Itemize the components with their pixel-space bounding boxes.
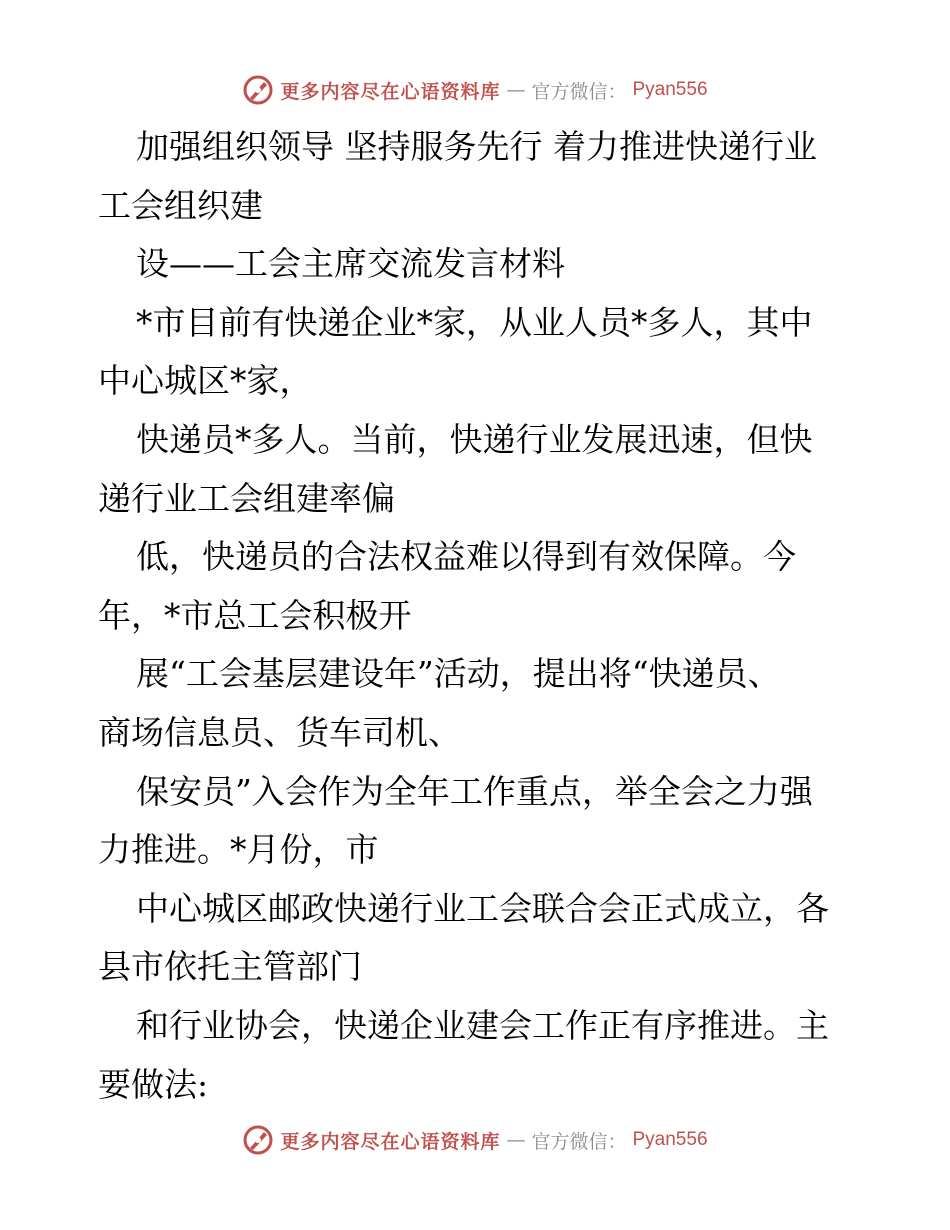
watermark-text: 更多内容尽在心语资料库 (280, 1130, 501, 1153)
text-line: 年，*市总工会积极开 (98, 595, 412, 635)
quill-logo-icon (242, 1124, 274, 1156)
document-body (98, 118, 858, 1114)
quill-logo-icon (242, 74, 274, 106)
watermark-text: 更多内容尽在心语资料库 (280, 80, 501, 103)
text-line: 商场信息员、货车司机、 (98, 712, 461, 752)
text-line: 保安员”入会作为全年工作重点，举全会之力强 (136, 771, 813, 811)
text-line: 县市依托主管部门 (98, 947, 362, 987)
text-line: 快递员*多人。当前，快递行业发展迅速，但快 (136, 419, 813, 459)
watermark-wechat-label: 官方微信： (531, 1130, 627, 1153)
watermark-dash: — (506, 79, 526, 101)
text-line: 递行业工会组建率偏 (98, 478, 395, 518)
text-line: 和行业协会，快递企业建会工作正有序推进。主 (136, 1005, 829, 1045)
footer-watermark (0, 1120, 950, 1160)
text-line: 展“工会基层建设年”活动，提出将“快递员、 (136, 654, 781, 694)
text-line: 设——工会主席交流发言材料 (136, 244, 565, 284)
text-line: 力推进。*月份，市 (98, 830, 379, 870)
text-line: 工会组织建 (98, 185, 263, 225)
watermark-dash: — (506, 1129, 526, 1151)
watermark-wechat-id: Pyan556 (632, 1129, 708, 1150)
header-watermark (0, 70, 950, 110)
text-line: *市目前有快递企业*家，从业人员*多人，其中 (136, 302, 813, 342)
text-line: 要做法: (98, 1064, 209, 1104)
text-line: 中心城区邮政快递行业工会联合会正式成立，各 (136, 888, 829, 928)
text-line: 加强组织领导 坚持服务先行 着力推进快递行业 (136, 127, 817, 166)
text-line: 中心城区*家， (98, 361, 313, 401)
text-line: 低，快递员的合法权益难以得到有效保障。今 (136, 537, 796, 577)
watermark-wechat-label: 官方微信： (531, 80, 627, 103)
watermark-wechat-id: Pyan556 (632, 79, 708, 100)
